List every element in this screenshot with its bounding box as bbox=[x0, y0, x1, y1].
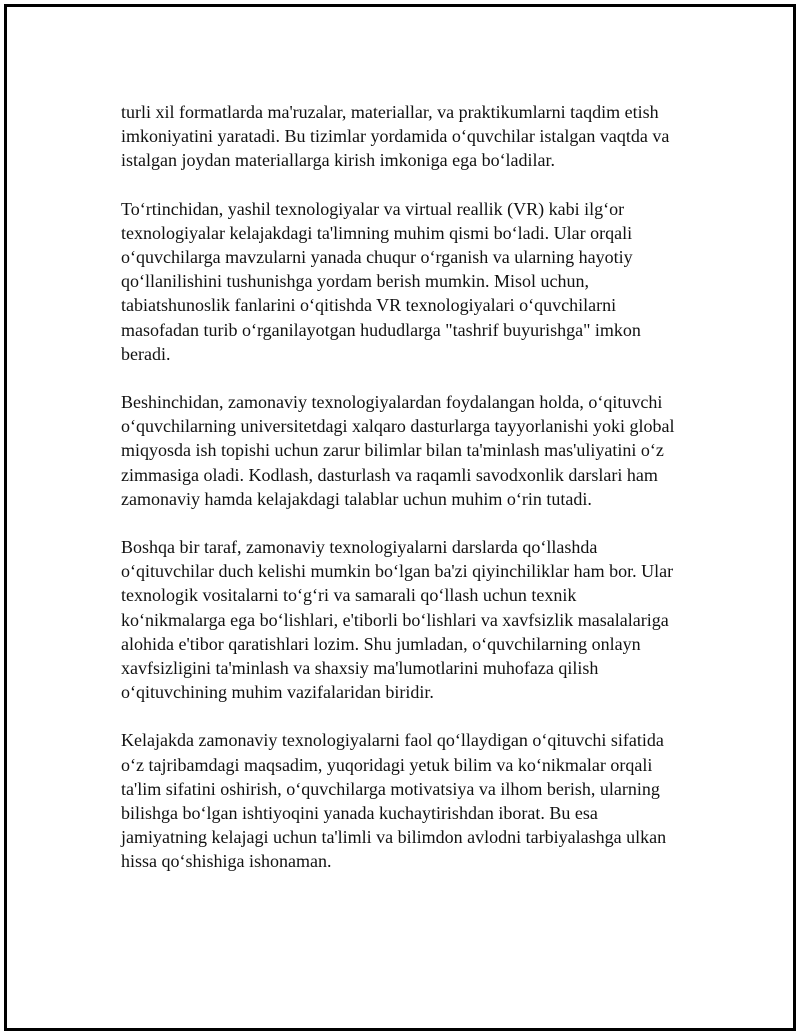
text-line: xavfsizligini ta'minlash va shaxsiy ma'lumotlarini muhofaza qilish bbox=[121, 658, 599, 679]
text-line: bilishga bo‘lgan ishtiyoqini yanada kuchaytirishdan iborat. Bu esa bbox=[121, 803, 598, 824]
text-line: hissa qo‘shishiga ishonaman. bbox=[121, 851, 332, 872]
text-line: o‘quvchilarga mavzularni yanada chuqur o‘rganish va ularning hayotiy bbox=[121, 247, 633, 268]
text-line: qo‘llanilishini tushunishga yordam berish mumkin. Misol uchun, bbox=[121, 271, 589, 292]
text-line: To‘rtinchidan, yashil texnologiyalar va virtual reallik (VR) kabi ilg‘or bbox=[121, 198, 625, 219]
text-line: miqyosda ish topishi uchun zarur bilimlar bilan ta'minlash mas'uliyatini o‘z bbox=[121, 440, 664, 461]
text-line: zimmasiga oladi. Kodlash, dasturlash va raqamli savodxonlik darslari ham bbox=[121, 464, 658, 485]
text-line: Kelajakda zamonaviy texnologiyalarni faol qo‘llaydigan o‘qituvchi sifatida bbox=[121, 730, 664, 751]
text-line: ta'lim sifatini oshirish, o‘quvchilarga motivatsiya va ilhom berish, ularning bbox=[121, 778, 660, 799]
text-line: o‘qituvchining muhim vazifalaridan biridir. bbox=[121, 682, 434, 703]
text-line: Beshinchidan, zamonaviy texnologiyalardan foydalangan holda, o‘qituvchi bbox=[121, 392, 663, 413]
document-body bbox=[121, 100, 721, 898]
text-line: istalgan joydan materiallarga kirish imkoniga ega bo‘ladilar. bbox=[121, 150, 556, 171]
text-line: turli xil formatlarda ma'ruzalar, materiallar, va praktikumlarni taqdim etish bbox=[121, 102, 659, 122]
paragraph-1 bbox=[121, 100, 721, 173]
paragraph-3 bbox=[121, 390, 721, 511]
paragraph-4 bbox=[121, 535, 721, 704]
text-line: texnologik vositalarni to‘g‘ri va samarali qo‘llash uchun texnik bbox=[121, 585, 577, 606]
text-line: o‘quvchilarning universitetdagi xalqaro dasturlarga tayyorlanishi yoki global bbox=[121, 416, 675, 437]
text-line: zamonaviy hamda kelajakdagi talablar uchun muhim o‘rin tutadi. bbox=[121, 488, 592, 509]
text-line: beradi. bbox=[121, 343, 171, 364]
text-line: texnologiyalar kelajakdagi ta'limning muhim qismi bo‘ladi. Ular orqali bbox=[121, 222, 633, 243]
paragraph-5 bbox=[121, 728, 721, 873]
text-line: imkoniyatini yaratadi. Bu tizimlar yordamida o‘quvchilar istalgan vaqtda va bbox=[121, 126, 670, 147]
text-line: ko‘nikmalarga ega bo‘lishlari, e'tiborli bo‘lishlari va xavfsizlik masalalariga bbox=[121, 609, 669, 630]
text-line: tabiatshunoslik fanlarini o‘qitishda VR texnologiyalari o‘quvchilarni bbox=[121, 295, 617, 316]
text-line: jamiyatning kelajagi uchun ta'limli va bilimdon avlodni tarbiyalashga ulkan bbox=[121, 827, 667, 848]
text-line: Boshqa bir taraf, zamonaviy texnologiyalarni darslarda qo‘llashda bbox=[121, 537, 598, 558]
paragraph-2 bbox=[121, 197, 721, 366]
text-line: o‘qituvchilar duch kelishi mumkin bo‘lgan ba'zi qiyinchiliklar ham bor. Ular bbox=[121, 561, 674, 582]
text-line: masofadan turib o‘rganilayotgan hududlarga "tashrif buyurishga" imkon bbox=[121, 319, 641, 340]
text-line: alohida e'tibor qaratishlari lozim. Shu jumladan, o‘quvchilarning onlayn bbox=[121, 633, 641, 654]
text-line: o‘z tajribamdagi maqsadim, yuqoridagi yetuk bilim va ko‘nikmalar orqali bbox=[121, 754, 653, 775]
page-frame bbox=[4, 4, 796, 1031]
